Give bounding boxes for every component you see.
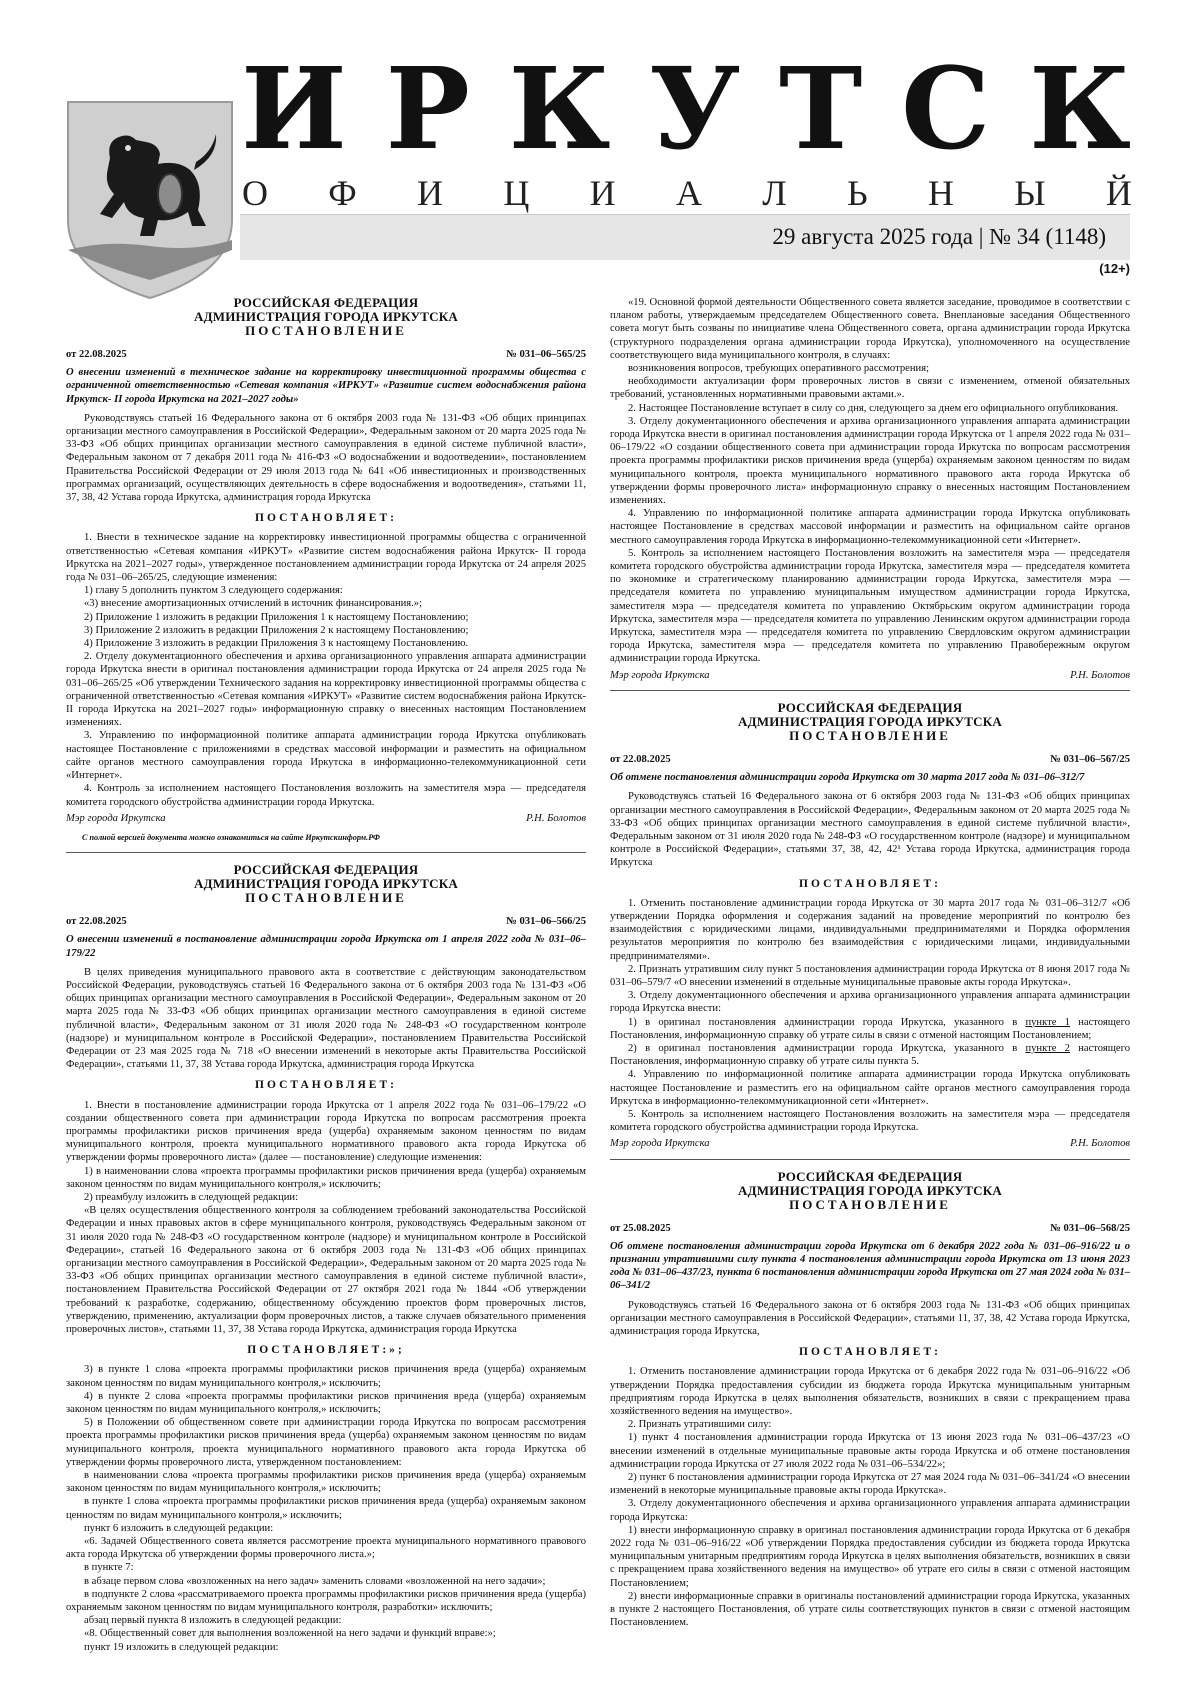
reference-link[interactable]: пункте 2	[1025, 1042, 1070, 1054]
decree-meta	[66, 348, 586, 361]
paragraph: в подпункте 2 слова «рассматриваемого проекта программы профилактики рисков причинения вреда (ущерба) охраняемым законом ценностям по видам муниципального контроля, разработки» исключить;	[66, 1588, 586, 1614]
paragraph: «19. Основной формой деятельности Общественного совета является заседание, проводимое в соответствии с планом работы, утверждаемым председателем Общественного совета. Внеплановые заседания Общественного совета могут быть созваны по инициативе члена Общественного совета, органа администрации города Иркутска (структурного подразделения органа администрации города Иркутска), уполномоченного на осуществление соответствующего вида муниципального контроля, в случаях:	[610, 297, 1130, 361]
decree-number: № 031–06–568/25	[1050, 1222, 1130, 1234]
decree-subject: О внесении изменений в техническое задание на корректировку инвестиционной программы общества с ограниченной ответственностью «Сетевая компания «ИРКУТ» «Развитие систем водоснабжения района Иркутск- II города Иркутска на 2021–2027 годы»	[66, 367, 586, 405]
issue-date-bar	[240, 214, 1130, 260]
paragraph: «В целях осуществления общественного контроля за соблюдением требований законодательства Российской Федерации и иных правовых актов в сфере муниципального контроля, руководствуясь Федеральным законом от 31 июля 2020 года № 248-ФЗ «О государственном контроле (надзоре) и муниципальном контроле в Российской Федерации», статьей 16 Федерального закона от 6 октября 2003 года № 131-ФЗ «Об общих принципах организации местного самоуправления в Российской Федерации», Федеральным законом от 20 марта 2025 года № 33-ФЗ «Об общих принципах организации местного самоуправления в единой системе публичной власти», постановлением Правительства Российской Федерации от 27 октября 2021 года № 1844 «Об утверждении требований к разработке, содержанию, общественному обсуждению проектов форм проверочных листов, утверждению, применению, актуализации форм проверочных листов, а также случаев обязательного применения проверочных листов», статьями 11, 37, 38 Устава города Иркутска, администрация города Иркутска	[66, 1205, 586, 1335]
decree-date: от 22.08.2025	[66, 349, 127, 360]
paragraph: в наименовании слова «проекта программы профилактики рисков причинения вреда (ущерба) охраняемым законом ценностям по видам муниципального контроля,» исключить;	[66, 1470, 586, 1495]
signature-line: Мэр города Иркутска Р.Н. Болотов	[66, 812, 586, 824]
paragraph: 1) главу 5 дополнить пунктом 3 следующего содержания:	[84, 585, 343, 597]
decree-preamble: Руководствуясь статьей 16 Федерального закона от 6 октября 2003 года № 131-ФЗ «Об общих принципах организации местного самоуправления в Российской Федерации», Федеральным законом от 20 марта 2025 года № 33-ФЗ «Об общих принципах организации местного самоуправления в единой системе публичной власти», Федеральным законом от 31 июля 2020 года № 248-ФЗ «О государственном контроле (надзоре) и муниципальном контроле в Российской Федерации», статьями 37, 38, 42, 42¹ Устава города Иркутска, администрация города Иркутска	[610, 791, 1130, 869]
city-coat-of-arms-icon	[66, 100, 234, 300]
paragraph: 2) внести информационные справки в оригиналы постановлений администрации города Иркутска, указанных в пункте 2 настоящего Постановления, об утрате силы соответствующих пунктов в связи с отменой настоящим Постановлением.	[610, 1590, 1130, 1629]
paragraph: 4. Контроль за исполнением настоящего Постановления возложить на заместителя мэра — председателя комитета городского обустройства администрации города Иркутска.	[66, 783, 586, 808]
decree-subject: О внесении изменений в постановление администрации города Иркутска от 1 апреля 2022 года № 031–06–179/22	[66, 934, 586, 959]
paragraph: 1) в оригинал постановления администрации города Иркутска, указанного в пункте 1 настоящего Постановления, информационную справку об утрате силы в связи с отменой настоящим Постановлением;	[610, 1016, 1130, 1041]
divider	[610, 690, 1130, 691]
reference-link[interactable]: пункте 1	[1025, 1016, 1070, 1028]
paragraph: 1. Внести в постановление администрации города Иркутска от 1 апреля 2022 года № 031–06–179/22 «О создании общественного совета при администрации города Иркутска по вопросам рассмотрения проекта программы профилактики рисков причинения вреда (ущерба) охраняемым законом ценностям по видам муниципального контроля, проекта муниципального нормативного правового акта города Иркутска об утверждении формы проверочного листа» (далее — постановление) следующие изменения:	[66, 1099, 586, 1164]
resolve-heading: ПОСТАНОВЛЯЕТ:	[255, 1079, 397, 1092]
paragraph: 1. Отменить постановление администрации города Иркутска от 30 марта 2017 года № 031–06–312/7 «Об утверждении Порядка оформления и содержания заданий на проведение мероприятий по контролю без взаимодействия с юридическими лицами, индивидуальными предпринимателями и Порядка оформления результатов мероприятия по контролю без взаимодействия с юридическими лицами, индивидуальными предпринимателями».	[610, 897, 1130, 962]
decree-header: РОССИЙСКАЯ ФЕДЕРАЦИЯ АДМИНИСТРАЦИЯ ГОРОДА ИРКУТСКА ПОСТАНОВЛЕНИЕ	[738, 699, 1002, 743]
newspaper-title: И Р К У Т С К	[241, 44, 1131, 175]
paragraph: «6. Задачей Общественного совета является рассмотрение проекта муниципального нормативного правового акта города Иркутска об утверждении формы проверочного листа.»;	[66, 1536, 586, 1561]
decree-meta	[610, 1222, 1130, 1235]
paragraph: 4. Управлению по информационной политике аппарата администрации города Иркутска опубликовать настоящее Постановление и разместить его на официальном сайте органов местного самоуправления города Иркутска в информационно-телекоммуникационной сети «Интернет».	[610, 1069, 1130, 1107]
decree-meta	[66, 915, 586, 928]
paragraph: 2) Приложение 1 изложить в редакции Приложения 1 к настоящему Постановлению;	[84, 611, 469, 623]
resolve-heading: ПОСТАНОВЛЯЕТ:	[255, 512, 397, 525]
paragraph: 4) в пункте 2 слова «проекта программы профилактики рисков причинения вреда (ущерба) охраняемым законом ценностям по видам муниципального контроля,» исключить;	[66, 1390, 586, 1416]
right-column	[610, 296, 1130, 1637]
decree-number: № 031–06–566/25	[506, 916, 586, 928]
decree-number: № 031–06–567/25	[1050, 753, 1130, 765]
paragraph: 2) пункт 6 постановления администрации города Иркутска от 27 мая 2024 года № 031–06–341/24 «О внесении изменений в некоторые муниципальные правовые акты города Иркутска».	[610, 1472, 1130, 1497]
paragraph: 2) в оригинал постановления администрации города Иркутска, указанного в пункте 2 настоящего Постановления, информационную справку об утрате силы пункта 5.	[610, 1042, 1130, 1068]
decree-567	[610, 701, 1130, 1151]
resolve-heading: ПОСТАНОВЛЯЕТ:	[799, 877, 941, 890]
decree-date: от 22.08.2025	[66, 916, 127, 928]
decree-number: № 031–06–565/25	[506, 349, 586, 360]
paragraph: 3. Отделу документационного обеспечения и архива организационного управления аппарата администрации города Иркутска:	[610, 1498, 1130, 1523]
paragraph: 2. Признать утратившим силу пункт 5 постановления администрации города Иркутска от 8 июня 2017 года № 031–06–579/7 «О внесении изменений в отдельные муниципальные правовые акты города Иркутска».	[610, 963, 1130, 988]
paragraph: 1) внести информационную справку в оригинал постановления администрации города Иркутска от 6 декабря 2022 года № 031–06–916/22 «Об утверждении Порядка предоставления субсидии из бюджета города Иркутска муниципальным унитарным предприятиям города Иркутска в целях выполнения обязательств, возникших в связи с прекращением права хозяйственного ведения на имущество» об утрате его силы в связи с отменой настоящим Постановлением;	[610, 1524, 1130, 1589]
paragraph: 2. Настоящее Постановление вступает в силу со дня, следующего за днем его официального опубликования.	[628, 402, 1119, 414]
resolve-heading: ПОСТАНОВЛЯЕТ:»;	[247, 1344, 405, 1357]
paragraph: 4. Управлению по информационной политике аппарата администрации города Иркутска опубликовать настоящее Постановление в средствах массовой информации и разместить на официальном сайте органов местного самоуправления города Иркутска в информационно-телекоммуникационной сети «Интернет».	[610, 508, 1130, 546]
paragraph: абзац первый пункта 8 изложить в следующей редакции:	[84, 1615, 342, 1627]
paragraph: «8. Общественный совет для выполнения возложенной на него задачи и функций вправе:»;	[84, 1628, 496, 1640]
age-rating-badge: (12+)	[1099, 261, 1130, 276]
decree-subject: Об отмене постановления администрации города Иркутска от 30 марта 2017 года № 031–06–312/7	[610, 772, 1085, 784]
paragraph: возникновения вопросов, требующих оперативного рассмотрения;	[628, 363, 930, 375]
paragraph: 4) Приложение 3 изложить в редакции Приложения 3 к настоящему Постановлению.	[84, 638, 469, 650]
decree-header: РОССИЙСКАЯ ФЕДЕРАЦИЯ АДМИНИСТРАЦИЯ ГОРОДА ИРКУТСКА ПОСТАНОВЛЕНИЕ	[738, 1168, 1002, 1212]
divider	[66, 852, 586, 853]
decree-568	[610, 1170, 1130, 1630]
signature-line: Мэр города Иркутска Р.Н. Болотов	[610, 669, 1130, 681]
paragraph: 3. Отделу документационного обеспечения и архива организационного управления аппарата администрации города Иркутска внести:	[610, 990, 1130, 1015]
resolve-heading: ПОСТАНОВЛЯЕТ:	[799, 1346, 941, 1359]
decree-meta	[610, 753, 1130, 766]
paragraph: 2. Отделу документационного обеспечения и архива организационного управления аппарата администрации города Иркутска внести в оригинал постановления администрации города Иркутска от 24 апреля 2025 года № 031–06–265/25 «Об утверждении Технического задания на корректировку инвестиционной программы общества с ограниченной ответственностью «Сетевая компания «ИРКУТ» «Развитие систем водоснабжения района Иркутск- II города Иркутска на 2021–2027 годы» информационную справку о внесенных настоящим Постановлением изменениях.	[66, 651, 586, 729]
paragraph: пункт 6 изложить в следующей редакции:	[84, 1522, 274, 1534]
paragraph: 3. Управлению по информационной политике аппарата администрации города Иркутска опубликовать настоящее Постановление с приложениями в средствах массовой информации и разместить на официальном сайте органов местного самоуправления города Иркутска в информационно-телекоммуникационной сети «Интернет».	[66, 730, 586, 782]
paragraph: необходимости актуализации форм проверочных листов в связи с изменением, отменой обязательных требований, установленных нормативными правовыми актами.».	[610, 376, 1130, 401]
newspaper-subtitle: О Ф И Ц И А Л Ь Н Ы Й	[242, 173, 1132, 213]
paragraph: в пункте 1 слова «проекта программы профилактики рисков причинения вреда (ущерба) охраняемым законом ценностям по видам муниципального контроля,» исключить;	[66, 1496, 586, 1521]
signature-line: Мэр города Иркутска Р.Н. Болотов	[610, 1138, 1130, 1150]
paragraph: в абзаце первом слова «возложенных на него задач» заменить словами «возложенной на него задачи»;	[84, 1575, 546, 1587]
paragraph: 3) в пункте 1 слова «проекта программы профилактики рисков причинения вреда (ущерба) охраняемым законом ценностям по видам муниципального контроля,» исключить;	[66, 1364, 586, 1389]
issue-date: 29 августа 2025 года | № 34 (1148)	[772, 224, 1106, 249]
paragraph: 1) в наименовании слова «проекта программы профилактики рисков причинения вреда (ущерба) охраняемым законом ценностям по видам муниципального контроля,» исключить;	[66, 1165, 586, 1190]
paragraph: 3. Отделу документационного обеспечения и архива организационного управления аппарата администрации города Иркутска внести в оригинал постановления администрации города Иркутска от 1 апреля 2022 года № 031–06–179/22 «О создании общественного совета при администрации города Иркутска по вопросам рассмотрения проекта программы профилактики рисков причинения вреда (ущерба) охраняемым законом ценностям по видам муниципального контроля, проекта муниципального нормативного правового акта города Иркутска об утверждении формы проверочного листа» информационную справку о внесенных настоящим Постановлением изменениях.	[610, 415, 1130, 507]
paragraph: «3) внесение амортизационных отчислений в источник финансирования.»;	[84, 598, 423, 610]
decree-subject: Об отмене постановления администрации города Иркутска от 6 декабря 2022 года № 031–06–916/22 и о признании утратившими силу пункта 4 постановления администрации города Иркутска от 13 июня 2023 года № 031–06–437/23, пункта 6 постановления администрации города Иркутска от 27 мая 2024 года № 031–06–341/2	[610, 1240, 1130, 1292]
divider	[610, 1159, 1130, 1160]
paragraph: пункт 19 изложить в следующей редакции:	[84, 1641, 279, 1653]
paragraph: 5. Контроль за исполнением настоящего Постановления возложить на заместителя мэра — председателя комитета городского обустройства администрации города Иркутска, заместителя мэра — председателя комитета по экономике и стратегическому планированию администрации города Иркутска, заместителя мэра — председателя комитета по управлению муниципальным имуществом администрации города Иркутска, заместителя мэра — председателя комитета по управлению Октябрьским округом администрации города Иркутска, заместителя мэра — председателя комитета по управлению Ленинским округом администрации города Иркутска, заместителя мэра — председателя комитета по управлению Свердловским округом администрации города Иркутска, заместителя мэра — председателя комитета по управлению Правобережным округом администрации города Иркутска.	[610, 547, 1130, 665]
decree-header: РОССИЙСКАЯ ФЕДЕРАЦИЯ АДМИНИСТРАЦИЯ ГОРОДА ИРКУТСКА ПОСТАНОВЛЕНИЕ	[194, 862, 458, 906]
decree-566	[66, 863, 586, 1654]
decree-566-continued	[610, 296, 1130, 682]
decree-preamble: Руководствуясь статьей 16 Федерального закона от 6 октября 2003 года № 131-ФЗ «Об общих принципах организации местного самоуправления в Российской Федерации», статьями 11, 37, 38, 42 Устава города Иркутска, администрация города Иркутска,	[610, 1299, 1130, 1337]
paragraph: 2) преамбулу изложить в следующей редакции:	[84, 1191, 299, 1203]
full-version-note: С полной версией документа можно ознакомиться на сайте Иркутскинформ.РФ	[82, 832, 380, 842]
decree-preamble: В целях приведения муниципального правового акта в соответствие с действующим законодательством Российской Федерации, руководствуясь статьей 16 Федерального закона от 6 октября 2003 года № 131-ФЗ «Об общих принципах организации местного самоуправления в Российской Федерации», Федеральным законом от 20 марта 2025 года № 33-ФЗ «Об общих принципах организации местного самоуправления в единой системе публичной власти», Федеральным законом от 31 июля 2020 года № 248-ФЗ «О государственном контроле (надзоре) и муниципальном контроле в Российской Федерации», постановлением Правительства Российской Федерации от 23 мая 2025 года № 718 «О внесении изменений в некоторые акты Правительства Российской Федерации», статьями 11, 37, 38 Устава города Иркутска, администрация города Иркутска	[66, 966, 586, 1071]
decree-header: РОССИЙСКАЯ ФЕДЕРАЦИЯ АДМИНИСТРАЦИЯ ГОРОДА ИРКУТСКА ПОСТАНОВЛЕНИЕ	[194, 295, 458, 338]
left-column	[66, 296, 586, 1662]
paragraph: 2. Признать утратившими силу:	[628, 1419, 772, 1431]
paragraph: 5) в Положении об общественном совете при администрации города Иркутска по вопросам рассмотрения проекта программы профилактики рисков причинения вреда (ущерба) охраняемым законом ценностям по видам муниципального контроля, проекта муниципального нормативного правового акта города Иркутска об утверждении формы проверочного листа, утвержденном постановлением:	[66, 1417, 586, 1468]
decree-565	[66, 296, 586, 844]
paragraph: 5. Контроль за исполнением настоящего Постановления возложить на заместителя мэра — председателя комитета городского обустройства администрации города Иркутска.	[610, 1108, 1130, 1134]
paragraph: 1) пункт 4 постановления администрации города Иркутска от 13 июня 2023 года № 031–06–437/23 «О внесении изменений в отдельные муниципальные правовые акты города Иркутска и об отмене постановления администрации города Иркутска от 27 июля 2022 года № 031–06–534/22»;	[610, 1432, 1130, 1470]
paragraph: в пункте 7:	[84, 1562, 134, 1574]
masthead	[66, 44, 1132, 276]
paragraph: 3) Приложение 2 изложить в редакции Приложения 2 к настоящему Постановлению;	[84, 624, 469, 636]
decree-date: от 25.08.2025	[610, 1222, 671, 1234]
paragraph: 1. Отменить постановление администрации города Иркутска от 6 декабря 2022 года № 031–06–916/22 «Об утверждении Порядка предоставления субсидии из бюджета города Иркутска муниципальным унитарным предприятиям города Иркутска в целях выполнения обязательств, возникших в связи с прекращением права хозяйственного ведения на имущество».	[610, 1366, 1130, 1418]
decree-date: от 22.08.2025	[610, 753, 671, 765]
decree-preamble: Руководствуясь статьей 16 Федерального закона от 6 октября 2003 года № 131-ФЗ «Об общих принципах организации местного самоуправления в Российской Федерации», Федеральным законом от 20 марта 2025 года № 33-ФЗ «Об общих принципах организации местного самоуправления в единой системе публичной власти», Федеральным законом от 7 декабря 2011 года № 416-ФЗ «О водоснабжении и водоотведении», постановлением Правительства Российской Федерации от 29 июля 2013 года № 641 «Об инвестиционных и производственных программах организаций, осуществляющих деятельность в сфере водоснабжения и водоотведения», статьями 11, 37, 38, 42 Устава города Иркутска, администрация города Иркутска	[66, 412, 586, 504]
paragraph: 1. Внести в техническое задание на корректировку инвестиционной программы общества с ограниченной ответственностью «Сетевая компания «ИРКУТ» «Развитие систем водоснабжения района Иркутск- II города Иркутска на 2021–2027 годы», утвержденное постановлением администрации города Иркутска от 24 апреля 2025 года № 031–06–265/25, следующие изменения:	[66, 532, 586, 584]
